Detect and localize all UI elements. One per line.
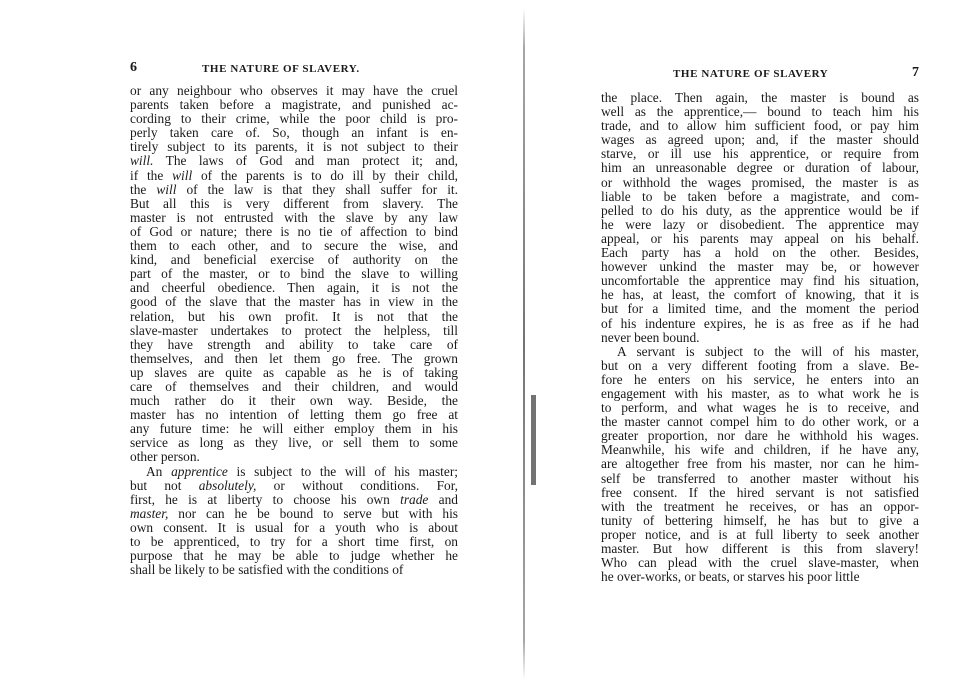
book-gutter [523, 8, 525, 680]
text-line: the master cannot compel him to do other work, or a [601, 415, 919, 430]
text-line: but on a very different footing from a slave. Be- [601, 358, 919, 373]
text-line: tunity of bettering himself, he has but to give a [601, 513, 919, 528]
text-line: to be apprenticed, to try for a short time first, on [130, 535, 458, 549]
text-line: with the treatment he receives, or has an oppor- [601, 499, 919, 514]
running-title: THE NATURE OF SLAVERY. [202, 63, 360, 75]
text-line: the will of the law is that they shall suffer for it. [130, 182, 458, 197]
text-line: master. But how different is this from slavery! [601, 542, 919, 556]
text-line: perly taken care of. So, though an infant is en- [130, 126, 458, 141]
text-line: he were lazy or disobedient. The apprentice may [601, 217, 919, 232]
text-line: will. The laws of God and man protect it; and, [130, 154, 458, 169]
text-line: of God or nature; there is no tie of affection to bind [130, 224, 458, 239]
text-line: shall be likely to be satisfied with the conditions of [130, 563, 404, 578]
text-line: up slaves are quite as capable as he is of taking [130, 365, 458, 380]
text-line: self be transferred to another master without his [601, 471, 919, 486]
text-line: proper notice, and is at full liberty to seek another [601, 527, 919, 542]
text-line: master is not entrusted with the slave by any law [130, 210, 458, 225]
text-line: liable to be taken before a magistrate, and com- [601, 189, 919, 204]
text-line: him an unreasonable degree or duration of labour, [601, 161, 919, 176]
text-line: he has, at least, the comfort of knowing, that it is [601, 288, 919, 303]
text-line: pelled to do his duty, as the apprentice would be if [601, 203, 919, 218]
left-page-text [130, 84, 458, 577]
text-line: but not absolutely, or without conditions. For, [130, 478, 458, 493]
text-line: and cheerful obedience. Then again, it is not the [130, 281, 458, 296]
right-page-text [601, 91, 919, 584]
text-line: part of the master, or to bind the slave to willing [130, 267, 458, 282]
text-line: parents taken before a magistrate, and punished ac- [130, 98, 458, 113]
text-line: master has no intention of letting them go free at [130, 408, 458, 423]
text-line: well as the apprentice,— bound to teach him his [601, 105, 919, 120]
page-number: 6 [130, 60, 137, 75]
text-line: other person. [130, 450, 200, 465]
binding-shadow [531, 395, 536, 485]
text-line: uncomfortable the apprentice may find his situation, [601, 274, 919, 289]
text-line: kind, and beneficial exercise of authority on the [130, 253, 458, 268]
text-line: free consent. If the hired servant is not satisfied [601, 485, 919, 500]
text-line: themselves, and then let them go free. The grown [130, 351, 458, 366]
text-line: of his indenture expires, he is as free as if he had [601, 316, 919, 331]
text-line: or any neighbour who observes it may have the cruel [130, 84, 458, 98]
text-line: own consent. It is usual for a youth who is about [130, 520, 458, 535]
text-line: appeal, or his parents may appeal on his behalf. [601, 231, 919, 246]
text-line: tirely subject to its parents, it is not subject to their [130, 140, 458, 155]
text-line: relation, but his own profit. It is not that the [130, 309, 458, 324]
text-line: good of the slave that the master has in view in the [130, 295, 458, 310]
text-line: care of themselves and their children, and would [130, 379, 458, 394]
text-line: An apprentice is subject to the will of his master; [146, 464, 458, 479]
running-title: THE NATURE OF SLAVERY [673, 68, 829, 80]
text-line: he over-works, or beats, or starves his poor little [601, 570, 860, 585]
text-line: Meanwhile, his wife and children, if he have any, [601, 443, 919, 458]
text-line: service as long as they live, or sell them to some [130, 436, 458, 451]
text-line: are altogether free from his master, nor can he him- [601, 457, 919, 472]
text-line: Who can plead with the cruel slave-master, when [601, 556, 919, 571]
text-line: if the will of the parents is to do ill by their child, [130, 168, 458, 183]
text-line: them to each other, and to secure the wise, and [130, 239, 458, 254]
text-line: or withhold the wages promised, the master is as [601, 175, 919, 190]
text-line: cording to their crime, while the poor child is pro- [130, 112, 458, 127]
text-line: slave-master undertakes to protect the helpless, till [130, 323, 458, 338]
text-line: But all this is very different from slavery. The [130, 196, 458, 211]
text-line: to perform, and what wages he is to receive, and [601, 401, 919, 416]
text-line: fore he enters on his service, he enters into an [601, 372, 919, 387]
text-line: but for a limited time, and the moment the period [601, 302, 919, 317]
text-line: the place. Then again, the master is bound as [601, 91, 919, 105]
text-line: first, he is at liberty to choose his own trade and [130, 492, 458, 507]
text-line: master, nor can he be bound to serve but with his [130, 506, 458, 521]
text-line: starve, or ill use his apprentice, or require from [601, 147, 919, 162]
page-number: 7 [912, 65, 919, 80]
text-line: purpose that he may be able to judge whether he [130, 549, 458, 564]
text-line: they have strength and ability to take care of [130, 337, 458, 352]
text-line: wages as agreed upon; and, if the master should [601, 133, 919, 148]
text-line: however unkind the master may be, or however [601, 260, 919, 275]
text-line: never been bound. [601, 330, 700, 345]
text-line: Each party has a hold on the other. Besides, [601, 246, 919, 261]
text-line: trade, and to allow him sufficient food, or pay him [601, 119, 919, 134]
text-line: much rather do it their own way. Beside, the [130, 394, 458, 409]
text-line: engagement with his master, as to what work he is [601, 386, 919, 401]
text-line: any future time: he will either employ them in his [130, 422, 458, 437]
text-line: A servant is subject to the will of his master, [617, 344, 919, 359]
text-line: greater proportion, nor dare he withhold his wages. [601, 429, 919, 444]
